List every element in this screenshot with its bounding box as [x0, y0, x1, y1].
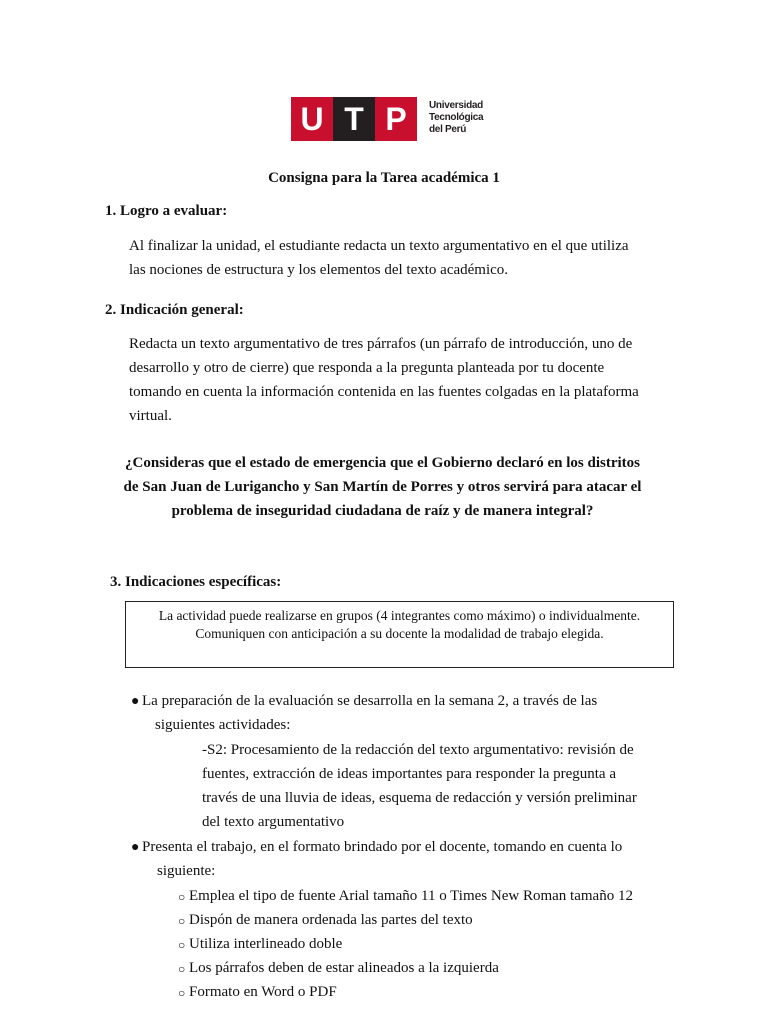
sub-activity-s2 [202, 738, 657, 834]
page-title: Consigna para la Tarea académica 1 [268, 170, 500, 186]
format-item: Los párrafos deben de estar alineados a la izquierda [189, 960, 499, 976]
sub-line: fuentes, extracción de ideas importantes para responder la pregunta a [202, 766, 616, 782]
circle-bullet-icon: ○ [178, 890, 186, 904]
circle-bullet-icon: ○ [178, 962, 186, 976]
sub-line: del texto argumentativo [202, 814, 345, 830]
note-box-text [126, 607, 673, 643]
main-question [100, 451, 665, 523]
question-line: ¿Consideras que el estado de emergencia que el Gobierno declaró en los distritos [125, 455, 640, 471]
question-line: de San Juan de Lurigancho y San Martín de Porres y otros servirá para atacar el [123, 479, 642, 495]
note-box [125, 601, 674, 668]
logo-letter-p: P [375, 97, 417, 141]
format-item: Emplea el tipo de fuente Arial tamaño 11 o Times New Roman tamaño 12 [189, 888, 633, 904]
bullet-presenta [142, 835, 657, 883]
bullet-dot: ● [131, 694, 140, 709]
utp-logo [291, 97, 491, 141]
note-line: La actividad puede realizarse en grupos (4 integrantes como máximo) o individualmente. [158, 608, 641, 623]
section-heading-indicacion: 2. Indicación general: [105, 302, 244, 318]
section-logro-text [129, 234, 674, 282]
format-item: Dispón de manera ordenada las partes del texto [189, 912, 473, 928]
sub-line: través de una lluvia de ideas, esquema de redacción y versión preliminar [202, 790, 637, 806]
logo-text [429, 100, 491, 136]
question-line: problema de inseguridad ciudadana de raíz y de manera integral? [171, 503, 594, 519]
bullet-line: Presenta el trabajo, en el formato brindado por el docente, tomando en cuenta lo [142, 839, 623, 855]
note-line: Comuniquen con anticipación a su docente la modalidad de trabajo elegida. [195, 626, 604, 641]
circle-bullet-icon: ○ [178, 938, 186, 952]
format-item: Utiliza interlineado doble [189, 936, 343, 952]
text-line: Al finalizar la unidad, el estudiante redacta un texto argumentativo en el que utiliza [129, 238, 629, 254]
text-line: las nociones de estructura y los elementos del texto académico. [129, 262, 509, 278]
circle-bullet-icon: ○ [178, 914, 186, 928]
bullet-line: siguientes actividades: [155, 717, 291, 733]
bullet-line: siguiente: [157, 863, 216, 879]
text-line: desarrollo y otro de cierre) que responda a la pregunta planteada por tu docente [129, 360, 605, 376]
bullet-line: La preparación de la evaluación se desarrolla en la semana 2, a través de las [142, 693, 598, 709]
text-line: tomando en cuenta la información contenida en las fuentes colgadas en la plataforma [129, 384, 639, 400]
section-heading-logro: 1. Logro a evaluar: [105, 203, 228, 219]
text-line: virtual. [129, 408, 172, 424]
section-heading-especificas: 3. Indicaciones específicas: [110, 574, 282, 590]
circle-bullet-icon: ○ [178, 986, 186, 1000]
format-item: Formato en Word o PDF [189, 984, 337, 1000]
bullet-preparacion [142, 689, 657, 737]
logo-letter-u: U [291, 97, 333, 141]
sub-line: -S2: Procesamiento de la redacción del texto argumentativo: revisión de [202, 742, 634, 758]
text-line: Redacta un texto argumentativo de tres párrafos (un párrafo de introducción, uno de [129, 336, 633, 352]
logo-text-line: Tecnológica [429, 112, 484, 123]
logo-text-line: Universidad [429, 100, 483, 111]
section-indicacion-text [129, 332, 657, 428]
bullet-dot: ● [131, 840, 140, 855]
logo-letter-t: T [333, 97, 375, 141]
logo-text-line: del Perú [429, 124, 467, 135]
